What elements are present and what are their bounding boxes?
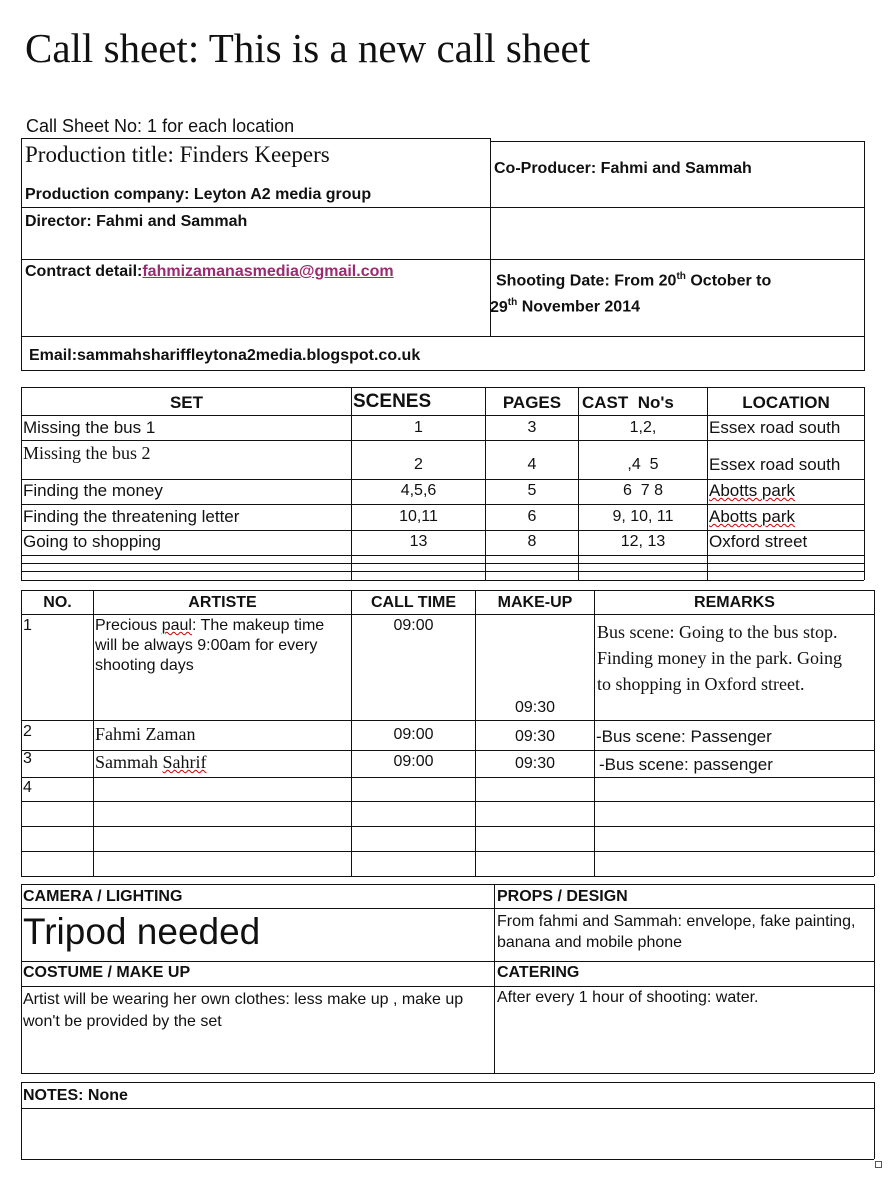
scene-location: Oxford street — [709, 532, 808, 551]
call-sheet-number: Call Sheet No: 1 for each location — [26, 116, 295, 136]
scene-set: Finding the threatening letter — [23, 507, 240, 526]
shooting-date — [490, 266, 856, 319]
col-header-set: SET — [169, 393, 204, 412]
cast-remarks: -Bus scene: Passenger — [596, 727, 772, 746]
scene-cast: 1,2, — [629, 419, 657, 436]
col-header-call-time: CALL TIME — [370, 594, 457, 611]
col-header-remarks: REMARKS — [694, 594, 775, 611]
col-header-scenes: SCENES — [353, 391, 432, 412]
scene-location: Abotts park — [709, 507, 795, 526]
scene-scenes: 2 — [414, 456, 423, 473]
camera-lighting-value: Tripod needed — [23, 911, 261, 952]
production-title: Production title: Finders Keepers — [25, 142, 330, 167]
cast-artiste — [95, 752, 207, 773]
scene-scenes: 10,11 — [399, 508, 438, 525]
scene-set: Missing the bus 2 — [23, 443, 151, 463]
scene-pages: 8 — [527, 533, 537, 550]
shooting-date-sup: th — [507, 297, 518, 309]
catering-value: After every 1 hour of shooting: water. — [497, 989, 759, 1006]
cast-no: 1 — [23, 617, 32, 634]
scene-pages: 5 — [527, 482, 537, 499]
cast-artiste — [95, 616, 350, 676]
cast-make-up: 09:30 — [514, 728, 556, 745]
contact-label: Contract detail: — [25, 263, 143, 280]
cast-no: 4 — [23, 779, 32, 796]
scene-cast: 9, 10, 11 — [612, 508, 674, 525]
scene-cast: 6 7 8 — [622, 482, 664, 499]
cast-call-time: 09:00 — [393, 726, 434, 743]
production-company: Production company: Leyton A2 media group — [25, 186, 372, 203]
scene-cast: ,4 5 — [627, 456, 659, 473]
cast-no: 2 — [23, 723, 32, 740]
artiste-name: Sahrif — [162, 752, 207, 772]
scene-scenes: 13 — [409, 533, 428, 550]
artiste-note: : The makeup time will be always 9:00am for every shooting days — [95, 617, 325, 674]
cast-remarks: Bus scene: Going to the bus stop. Finding money in the park. Going to shopping in Oxford street. — [597, 622, 842, 694]
props-design-value: From fahmi and Sammah: envelope, fake painting, banana and mobile phone — [497, 913, 856, 951]
shooting-date-part: November 2014 — [517, 298, 640, 316]
cast-make-up: 09:30 — [514, 699, 556, 716]
scene-location: Abotts park — [709, 481, 795, 500]
shooting-date-part: Shooting Date: From 20 — [496, 272, 677, 290]
camera-lighting-label: CAMERA / LIGHTING — [23, 888, 183, 905]
co-producer: Co-Producer: Fahmi and Sammah — [494, 160, 752, 177]
costume-makeup-label: COSTUME / MAKE UP — [23, 964, 191, 981]
scene-set: Missing the bus 1 — [23, 418, 156, 437]
scene-scenes: 4,5,6 — [400, 482, 437, 499]
director: Director: Fahmi and Sammah — [25, 213, 248, 230]
page-title: Call sheet: This is a new call sheet — [25, 25, 591, 71]
col-header-cast: CAST No's — [582, 393, 674, 412]
artiste-name: Sammah — [95, 752, 163, 772]
scene-set: Going to shopping — [23, 532, 161, 551]
costume-makeup-value: Artist will be wearing her own clothes: less make up , make up won't be provided by the set — [23, 991, 464, 1030]
shooting-date-part: 29 — [490, 298, 508, 316]
cast-no: 3 — [23, 750, 32, 767]
cast-make-up: 09:30 — [514, 755, 556, 772]
col-header-location: LOCATION — [742, 393, 830, 412]
col-header-make-up: MAKE-UP — [497, 594, 573, 611]
artiste-name: paul — [161, 617, 192, 634]
cast-call-time: 09:00 — [393, 753, 434, 770]
col-header-artiste: ARTISTE — [188, 594, 257, 611]
col-header-no: NO. — [43, 594, 72, 611]
resize-handle[interactable] — [875, 1161, 882, 1168]
scene-scenes: 1 — [414, 419, 423, 436]
scene-location: Essex road south — [709, 455, 841, 474]
shooting-date-part: October to — [685, 272, 772, 290]
catering-label: CATERING — [497, 964, 580, 981]
cast-remarks: -Bus scene: passenger — [599, 755, 773, 774]
shooting-date-sup: th — [676, 271, 686, 282]
props-design-label: PROPS / DESIGN — [497, 888, 628, 905]
artiste-name: Precious — [95, 617, 162, 634]
scene-pages: 3 — [527, 419, 537, 436]
contact-detail — [25, 263, 394, 281]
contact-email-link[interactable]: fahmizamanasmedia@gmail.com — [142, 263, 394, 280]
cast-call-time: 09:00 — [393, 617, 434, 634]
cast-artiste: Fahmi Zaman — [95, 724, 196, 744]
scene-set: Finding the money — [23, 481, 163, 500]
scene-cast: 12, 13 — [620, 533, 666, 550]
scene-location: Essex road south — [709, 418, 841, 437]
notes: NOTES: None — [23, 1087, 128, 1104]
col-header-pages: PAGES — [502, 393, 562, 412]
scene-pages: 4 — [527, 456, 537, 473]
scene-pages: 6 — [527, 508, 537, 525]
email: Email:sammahshariffleytona2media.blogspot.co.uk — [29, 347, 421, 364]
